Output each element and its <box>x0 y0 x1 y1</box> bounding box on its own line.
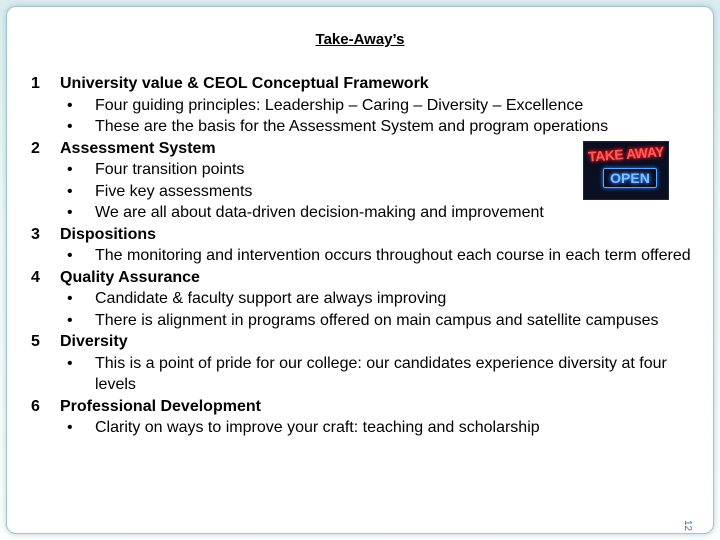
bullet-dot: • <box>67 311 73 329</box>
bullet-text: These are the basis for the Assessment System and program operations <box>95 118 609 135</box>
item-number: 2 <box>31 139 40 157</box>
bullet-text: The monitoring and intervention occurs throughout each course in each term offered <box>95 247 691 264</box>
bullet-item <box>67 417 701 439</box>
bullet-dot: • <box>67 161 73 178</box>
bullet-item <box>67 202 701 224</box>
item-heading: Assessment System <box>60 139 216 157</box>
bullet-item <box>67 95 701 117</box>
sign-top-text: TAKE AWAY <box>587 143 665 165</box>
bullet-text: We are all about data-driven decision-making and improvement <box>95 204 544 221</box>
item-number: 3 <box>31 225 40 243</box>
take-away-open-sign-image <box>583 141 669 200</box>
item-heading: Quality Assurance <box>60 268 200 286</box>
item-number: 1 <box>31 75 40 92</box>
item-number: 6 <box>31 397 40 415</box>
bullet-dot: • <box>67 182 73 200</box>
slide <box>6 6 714 534</box>
item-heading: University value & CEOL Conceptual Framework <box>60 75 429 92</box>
bullet-text: This is a point of pride for our college: our candidates experience diversity at four levels <box>95 354 667 393</box>
item-number: 5 <box>31 333 40 350</box>
bullet-text: Five key assessments <box>95 182 253 200</box>
bullet-text: Candidate & faculty support are always improving <box>95 290 447 307</box>
item-heading: Diversity <box>60 333 128 350</box>
bullet-text: There is alignment in programs offered on main campus and satellite campuses <box>95 311 659 329</box>
list-item <box>31 267 701 332</box>
list-item <box>31 224 701 267</box>
bullet-dot: • <box>67 118 73 135</box>
bullet-dot: • <box>67 354 73 372</box>
bullet-text: Four guiding principles: Leadership – Caring – Diversity – Excellence <box>95 96 584 114</box>
bullet-dot: • <box>67 96 73 114</box>
bullet-dot: • <box>67 247 73 264</box>
item-number: 4 <box>31 268 40 286</box>
item-heading: Dispositions <box>60 225 157 243</box>
bullet-item <box>67 310 701 332</box>
bullet-dot: • <box>67 290 73 307</box>
list-item <box>31 73 701 138</box>
bullet-text: Four transition points <box>95 161 245 178</box>
bullet-item <box>67 288 701 310</box>
list-item <box>31 396 701 439</box>
page-number: 12 <box>682 519 694 532</box>
item-heading: Professional Development <box>60 397 261 415</box>
list-item <box>31 331 701 396</box>
bullet-item <box>67 353 701 396</box>
bullet-text: Clarity on ways to improve your craft: teaching and scholarship <box>95 419 540 436</box>
bullet-item <box>67 245 701 267</box>
bullet-dot: • <box>67 204 73 221</box>
take-away-list <box>31 73 701 439</box>
slide-title: Take-Away’s <box>315 31 405 48</box>
bullet-dot: • <box>67 419 73 436</box>
sign-bottom-text: OPEN <box>603 168 657 188</box>
bullet-item <box>67 116 701 138</box>
